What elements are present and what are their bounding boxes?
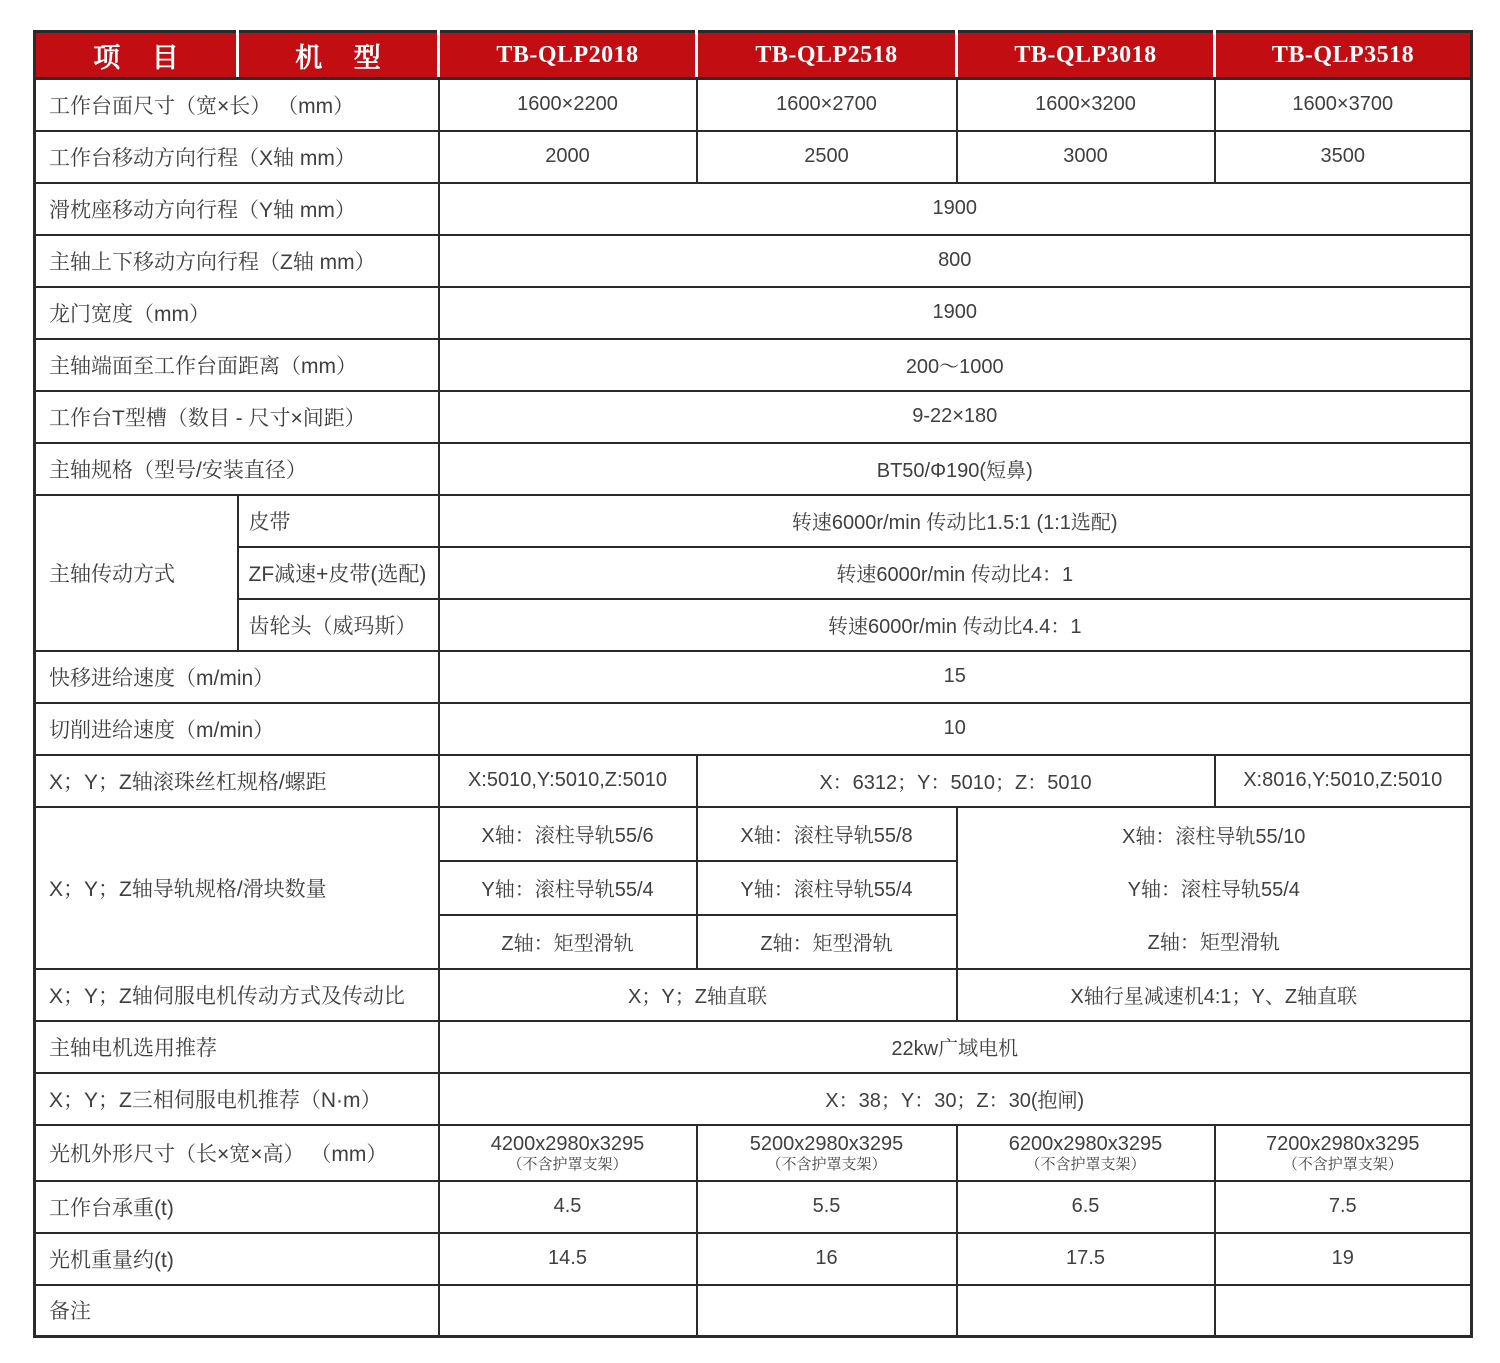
rail-y-value: Y轴：滚柱导轨55/4 <box>1127 878 1300 901</box>
header-model-tbqlp3518: TB-QLP3518 <box>1215 32 1472 79</box>
spec-value <box>697 1125 957 1181</box>
spec-value: 5.5 <box>697 1181 957 1233</box>
spec-value <box>439 1125 697 1181</box>
spec-value: Y轴：滚柱导轨55/4 <box>697 861 957 915</box>
spec-value: X轴行星减速机4:1；Y、Z轴直联 <box>957 969 1472 1021</box>
row-servo-drive <box>35 969 1472 1021</box>
dim-size: 7200x2980x3295 <box>1266 1132 1420 1155</box>
spec-value: 10 <box>439 703 1472 755</box>
remark-cell <box>957 1285 1215 1337</box>
dim-size: 6200x2980x3295 <box>1008 1132 1163 1155</box>
spec-value: 3500 <box>1215 131 1472 183</box>
row-machine-weight <box>35 1233 1472 1285</box>
rail-x-value: X轴：滚柱导轨55/10 <box>1122 825 1306 848</box>
row-y-travel <box>35 183 1472 235</box>
row-table-load <box>35 1181 1472 1233</box>
spec-value: 16 <box>697 1233 957 1285</box>
spec-sublabel: ZF减速+皮带(选配) <box>238 547 439 599</box>
row-z-travel <box>35 235 1472 287</box>
spec-value: 4.5 <box>439 1181 697 1233</box>
spec-value: 转速6000r/min 传动比4.4：1 <box>439 599 1472 651</box>
spec-value: 2500 <box>697 131 957 183</box>
row-guide-rails-x <box>35 807 1472 861</box>
spec-label: 光机重量约(t) <box>35 1233 439 1285</box>
spec-label: 工作台T型槽（数目 - 尺寸×间距） <box>35 391 439 443</box>
spec-value: X：6312；Y：5010；Z：5010 <box>697 755 1215 807</box>
spec-value: 14.5 <box>439 1233 697 1285</box>
spec-label: 主轴端面至工作台面距离（mm） <box>35 339 439 391</box>
row-spindle-drive-zf <box>35 547 1472 599</box>
row-spindle-to-table <box>35 339 1472 391</box>
row-spindle-drive-gear <box>35 599 1472 651</box>
spec-value: Y轴：滚柱导轨55/4 <box>439 861 697 915</box>
row-rapid-feed <box>35 651 1472 703</box>
row-spindle-drive-belt <box>35 495 1472 547</box>
remark-cell <box>697 1285 957 1337</box>
dim-size: 4200x2980x3295 <box>490 1132 645 1155</box>
spec-value: 1900 <box>439 183 1472 235</box>
spec-label: 龙门宽度（mm） <box>35 287 439 339</box>
header-model-tbqlp2018: TB-QLP2018 <box>439 32 697 79</box>
spec-value: X轴：滚柱导轨55/6 <box>439 807 697 861</box>
header-item: 项 目 <box>35 32 238 79</box>
spec-value: 1600×3200 <box>957 79 1215 131</box>
spec-label: 主轴上下移动方向行程（Z轴 mm） <box>35 235 439 287</box>
spec-label: 滑枕座移动方向行程（Y轴 mm） <box>35 183 439 235</box>
spec-value: X:8016,Y:5010,Z:5010 <box>1215 755 1472 807</box>
spec-value: 19 <box>1215 1233 1472 1285</box>
spec-value: 200～1000 <box>439 339 1472 391</box>
spec-value: 6.5 <box>957 1181 1215 1233</box>
row-x-travel <box>35 131 1472 183</box>
dim-note: （不含护罩支架） <box>507 1155 628 1173</box>
row-spindle-motor <box>35 1021 1472 1073</box>
row-ballscrew <box>35 755 1472 807</box>
header-model-tbqlp2518: TB-QLP2518 <box>697 32 957 79</box>
spec-value: 2000 <box>439 131 697 183</box>
dim-note: （不含护罩支架） <box>1025 1155 1146 1173</box>
row-cutting-feed <box>35 703 1472 755</box>
dim-note: （不含护罩支架） <box>766 1155 887 1173</box>
spec-value: 1900 <box>439 287 1472 339</box>
row-remarks <box>35 1285 1472 1337</box>
spec-value <box>957 1125 1215 1181</box>
spec-label: 主轴电机选用推荐 <box>35 1021 439 1073</box>
spec-label: 工作台承重(t) <box>35 1181 439 1233</box>
header-row <box>35 32 1472 79</box>
spec-value: 22kw广域电机 <box>439 1021 1472 1073</box>
spec-label: 快移进给速度（m/min） <box>35 651 439 703</box>
spec-group-label: X；Y；Z轴导轨规格/滑块数量 <box>35 807 439 969</box>
spec-value: 800 <box>439 235 1472 287</box>
spec-value: 1600×3700 <box>1215 79 1472 131</box>
spec-value: 17.5 <box>957 1233 1215 1285</box>
spec-value: 转速6000r/min 传动比4：1 <box>439 547 1472 599</box>
spec-value: X轴：滚柱导轨55/8 <box>697 807 957 861</box>
spec-label: 光机外形尺寸（长×宽×高） （mm） <box>35 1125 439 1181</box>
spec-value: X:5010,Y:5010,Z:5010 <box>439 755 697 807</box>
spec-label: 备注 <box>35 1285 439 1337</box>
spec-label: X；Y；Z三相伺服电机推荐（N·m） <box>35 1073 439 1125</box>
dim-size: 5200x2980x3295 <box>749 1132 904 1155</box>
row-worktable-size <box>35 79 1472 131</box>
rail-z-value: Z轴：矩型滑轨 <box>1147 932 1280 955</box>
remark-cell <box>1215 1285 1472 1337</box>
spec-sublabel: 齿轮头（威玛斯） <box>238 599 439 651</box>
header-model: 机 型 <box>238 32 439 79</box>
header-model-tbqlp3018: TB-QLP3018 <box>957 32 1215 79</box>
spec-label: 工作台移动方向行程（X轴 mm） <box>35 131 439 183</box>
spec-value: 转速6000r/min 传动比1.5:1 (1:1选配) <box>439 495 1472 547</box>
spec-value: 7.5 <box>1215 1181 1472 1233</box>
row-machine-dims <box>35 1125 1472 1181</box>
machine-spec-table <box>33 30 1473 1338</box>
spec-group-label: 主轴传动方式 <box>35 495 238 651</box>
spec-label: 切削进给速度（m/min） <box>35 703 439 755</box>
dim-note: （不含护罩支架） <box>1282 1155 1403 1173</box>
spec-label: 主轴规格（型号/安装直径） <box>35 443 439 495</box>
spec-value: 3000 <box>957 131 1215 183</box>
row-t-slots <box>35 391 1472 443</box>
spec-value: X；Y；Z轴直联 <box>439 969 957 1021</box>
spec-sublabel: 皮带 <box>238 495 439 547</box>
spec-label: 工作台面尺寸（宽×长） （mm） <box>35 79 439 131</box>
spec-value: Z轴：矩型滑轨 <box>439 915 697 969</box>
row-servo-motor <box>35 1073 1472 1125</box>
row-spindle-spec <box>35 443 1472 495</box>
spec-label: X；Y；Z轴伺服电机传动方式及传动比 <box>35 969 439 1021</box>
spec-value: X：38；Y：30；Z：30(抱闸) <box>439 1073 1472 1125</box>
spec-value: Z轴：矩型滑轨 <box>697 915 957 969</box>
row-gantry-width <box>35 287 1472 339</box>
spec-value-merged <box>957 807 1472 969</box>
spec-value: BT50/Φ190(短鼻) <box>439 443 1472 495</box>
spec-value: 1600×2700 <box>697 79 957 131</box>
spec-value: 15 <box>439 651 1472 703</box>
spec-value: 9-22×180 <box>439 391 1472 443</box>
remark-cell <box>439 1285 697 1337</box>
spec-value: 1600×2200 <box>439 79 697 131</box>
spec-label: X；Y；Z轴滚珠丝杠规格/螺距 <box>35 755 439 807</box>
spec-value <box>1215 1125 1472 1181</box>
